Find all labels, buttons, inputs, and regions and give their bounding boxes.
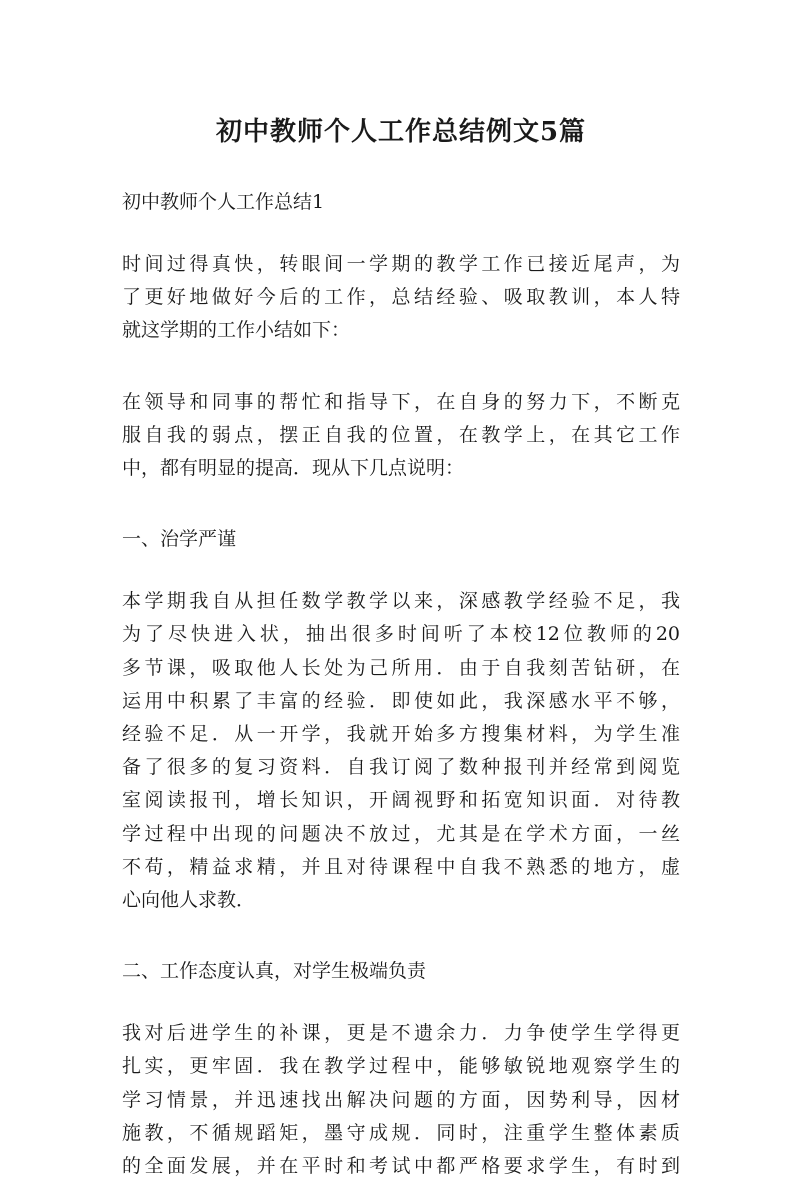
paragraph-line: 的全面发展，并在平时和考试中都严格要求学生，有时到 (122, 1155, 680, 1178)
paragraph-line: 服自我的弱点，摆正自我的位置，在教学上，在其它工作 (122, 423, 680, 446)
paragraph-line: 本学期我自从担任数学教学以来，深感教学经验不足，我 (122, 590, 680, 613)
paragraph-line: 扎实，更牢固．我在教学过程中，能够敏锐地观察学生的 (122, 1055, 680, 1078)
paragraph-line: 运用中积累了丰富的经验．即使如此，我深感水平不够， (122, 689, 680, 712)
paragraph-line: 我对后进学生的补课，更是不遗余力．力争使学生学得更 (122, 1022, 680, 1045)
paragraph-line: 心向他人求教． (122, 889, 256, 912)
paragraph-line: 在领导和同事的帮忙和指导下，在自身的努力下，不断克 (122, 390, 680, 413)
paragraph-2 (122, 585, 680, 917)
document-title: 初中教师个人工作总结例文5篇 (215, 117, 587, 147)
paragraph-line: 备了很多的复习资料．自我订阅了数种报刊并经常到阅览 (122, 756, 680, 779)
paragraph-line: 了更好地做好今后的工作，总结经验、吸取教训，本人特 (122, 286, 680, 309)
subheading-2: 二、工作态度认真，对学生极端负责 (122, 960, 427, 983)
paragraph-1 (122, 386, 680, 486)
paragraph-line: 时间过得真快，转眼间一学期的教学工作已接近尾声，为 (122, 253, 680, 275)
paragraph-line: 不苟，精益求精，并且对待课程中自我不熟悉的地方，虚 (122, 855, 680, 878)
section-heading: 初中教师个人工作总结1 (122, 191, 325, 213)
subheading-1: 一、治学严谨 (122, 528, 237, 551)
paragraph-line: 经验不足．从一开学，我就开始多方搜集材料，为学生准 (122, 723, 680, 746)
paragraph-line: 学过程中出现的问题决不放过，尤其是在学术方面，一丝 (122, 822, 680, 845)
paragraph-line: 学习情景，并迅速找出解决问题的方面，因势利导，因材 (122, 1088, 680, 1111)
paragraph-3 (122, 1017, 680, 1183)
paragraph-line: 多节课，吸取他人长处为己所用．由于自我刻苦钻研，在 (122, 656, 680, 679)
paragraph-line: 室阅读报刊，增长知识，开阔视野和拓宽知识面．对待教 (122, 789, 680, 812)
paragraph-line: 就这学期的工作小结如下： (122, 319, 351, 342)
intro-paragraph (122, 248, 680, 348)
paragraph-line: 中，都有明显的提高．现从下几点说明： (122, 457, 465, 480)
paragraph-line: 为了尽快进入状，抽出很多时间听了本校12位教师的20 (122, 623, 680, 646)
paragraph-line: 施教，不循规蹈矩，墨守成规．同时，注重学生整体素质 (122, 1121, 680, 1144)
